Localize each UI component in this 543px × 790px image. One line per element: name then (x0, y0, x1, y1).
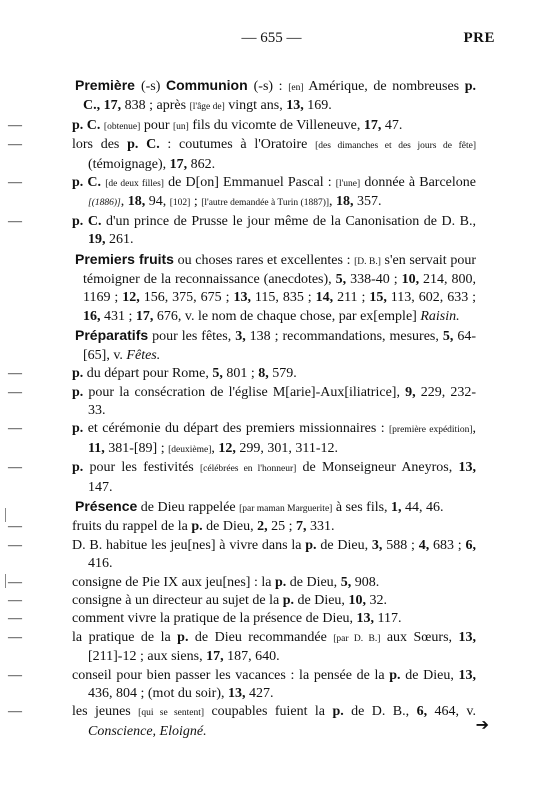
entry-text: 44, 46. (401, 499, 444, 515)
entry-text: [obtenue] (103, 121, 141, 132)
entry-dash: — (8, 421, 22, 437)
entry-text: 16, (83, 308, 101, 324)
index-subentry (8, 459, 476, 497)
entry-text: 588 ; (382, 537, 419, 553)
entry-text: 47. (381, 117, 403, 133)
entry-text: 13, (233, 290, 251, 306)
index-subentry (8, 610, 476, 628)
index-subentry (8, 703, 476, 741)
entry-text: de Dieu recommandée (188, 629, 334, 645)
entry-text: à ses fils, (332, 499, 392, 515)
entry-text: 211 ; (333, 290, 370, 306)
entry-text: Conscience, Eloigné. (88, 723, 207, 739)
entry-text: pour les fêtes, (148, 329, 236, 345)
entry-text: 10, (348, 592, 366, 608)
entry-text: D. B. habitue les jeu[nes] à vivre dans la (72, 537, 306, 553)
entry-text: p. (72, 366, 84, 382)
entry-text: 838 ; après (121, 98, 190, 114)
entry-text: et cérémonie du départ des premiers missionnaires : (83, 421, 390, 437)
entry-text: aux Sœurs, (380, 629, 459, 645)
entry-text: 6, (416, 704, 428, 720)
entry-text: les jeunes (72, 704, 139, 720)
entry-text: p. (332, 704, 344, 720)
entry-text: p. (282, 592, 294, 608)
entry-text: 357. (353, 194, 382, 210)
index-entries (8, 76, 477, 741)
entry-text: 4, (418, 537, 430, 553)
entry-text: Communion (165, 77, 254, 93)
entry-text: [l'autre demandée à Turin (1887)] (201, 198, 330, 209)
entry-text: p. C. (72, 117, 101, 133)
entry-text: fruits du rappel de la (72, 519, 192, 535)
entry-text: Présence (75, 497, 138, 514)
entry-text: 14, (315, 290, 334, 306)
index-entry (19, 497, 476, 518)
index-subentry (8, 174, 476, 213)
entry-text: 331. (306, 519, 335, 535)
entry-text: [en] (288, 83, 304, 93)
entry-text: 214, 800, 1169 ; (83, 272, 476, 306)
entry-text: 17, (135, 308, 154, 324)
entry-text: 3, (371, 537, 383, 553)
entry-text: p. C., (83, 79, 477, 114)
entry-text: comment vivre la pratique de la présence de Dieu, (72, 611, 357, 627)
index-entry (19, 76, 476, 117)
entry-text: 5, (340, 574, 352, 590)
entry-text: [un] (172, 121, 189, 132)
index-subentry (8, 420, 476, 459)
entry-dash: — (8, 574, 22, 590)
entry-text: de Dieu rappelée (137, 499, 240, 515)
entry-text: [de deux filles] (105, 179, 164, 190)
entry-text: Préparatifs (75, 327, 149, 344)
index-subentry (8, 213, 477, 250)
entry-text: 10, (401, 272, 420, 288)
entry-text: 13, (286, 98, 304, 114)
entry-text: 464, v. (427, 704, 476, 720)
index-subentry (8, 117, 476, 136)
entry-text: 683 ; (429, 537, 466, 553)
entry-text: 156, 375, 675 ; (139, 290, 234, 306)
entry-text: du départ pour Rome, (83, 366, 213, 382)
entry-text: (-s) : (253, 79, 289, 94)
entry-text: [deuxième] (168, 444, 212, 455)
entry-text: de D[on] Emmanuel Pascal : (163, 175, 336, 191)
entry-dash: — (8, 611, 22, 627)
entry-text: p. C. (72, 213, 102, 229)
entry-dash: — (8, 629, 22, 645)
entry-text: d'un prince de Prusse le jour même de la Canonisation de D. B., (101, 213, 477, 229)
entry-text: Première (75, 77, 141, 93)
entry-text: 9, (405, 384, 416, 400)
entry-text: de Dieu, (316, 537, 372, 553)
entry-text: consigne de Pie IX aux jeu[nes] : la (72, 574, 275, 590)
entry-text: , (472, 421, 476, 437)
page-number: — 655 — (241, 30, 302, 46)
entry-text: p. (389, 667, 401, 683)
entry-text: de Dieu, (202, 519, 258, 535)
entry-text: fils du vicomte de Villeneuve, (188, 117, 364, 133)
entry-dash: — (8, 460, 22, 476)
entry-text: , (211, 440, 219, 456)
entry-text: 229, 232-33. (88, 384, 476, 418)
entry-text: 431 ; (100, 308, 136, 324)
entry-text: 113, 602, 633 ; (386, 290, 477, 306)
entry-text: 13, (356, 611, 375, 627)
entry-text: de D. B., (343, 704, 417, 720)
entry-text: 115, 835 ; (250, 290, 316, 306)
entry-dash: — (8, 175, 22, 191)
entry-dash: — (8, 366, 22, 382)
entry-text: 3, (235, 329, 246, 345)
index-subentry (8, 667, 476, 704)
index-subentry (8, 574, 476, 592)
entry-text: 2, (257, 519, 268, 535)
entry-text: 416. (88, 556, 113, 572)
entry-text: 8, (258, 366, 269, 382)
entry-text: 17, (169, 156, 188, 172)
entry-text: p. (177, 629, 189, 645)
entry-text: consigne à un directeur au sujet de la (72, 592, 283, 608)
entry-text: 94, (145, 194, 170, 210)
entry-text: p. (274, 574, 287, 590)
entry-text: 147. (88, 479, 113, 495)
entry-text: [102] (169, 198, 191, 209)
running-head: PRE (463, 30, 495, 46)
entry-text: 13, (458, 667, 476, 683)
entry-text: [par D. B.] (333, 633, 381, 644)
entry-text: [qui se sentent] (138, 708, 205, 719)
entry-text: ou choses rares et excellentes : (173, 252, 355, 268)
entry-text: 15, (369, 290, 387, 306)
index-subentry (8, 384, 476, 421)
entry-text: 5, (212, 366, 223, 382)
index-subentry (8, 537, 476, 574)
entry-text: [célébrées en l'honneur] (199, 464, 297, 475)
entry-text: p. (72, 384, 84, 400)
index-subentry (8, 629, 476, 667)
entry-text: s'en servait pour témoigner de la reconnaissance (anecdotes), (83, 252, 476, 288)
entry-text: 25 ; (267, 519, 296, 535)
entry-text: 6, (465, 537, 476, 553)
index-subentry (8, 365, 476, 383)
entry-text: p. C. (72, 175, 102, 191)
index-subentry (8, 136, 476, 174)
entry-text: 11, (88, 440, 105, 456)
entry-text: 1, (391, 499, 402, 515)
entry-text: 13, (458, 460, 476, 476)
entry-text: 427. (245, 686, 274, 701)
entry-text: Amérique, de nombreuses (303, 79, 465, 94)
entry-text: pour la consécration de l'église M[arie]-Aux[iliatrice], (83, 384, 406, 400)
entry-text: coupables fuient la (204, 704, 333, 720)
entry-text: p. C. (127, 137, 160, 153)
entry-text: , (329, 194, 337, 210)
entry-text: 676, v. le nom de chaque chose, par ex[emple] (153, 308, 421, 324)
entry-text: 12, (122, 290, 140, 306)
entry-dash: — (8, 537, 22, 553)
page-header (0, 30, 543, 50)
entry-text: 18, (336, 194, 354, 210)
entry-text: 19, (88, 232, 106, 248)
entry-text: 381-[89] ; (104, 440, 169, 456)
entry-text: 117. (374, 611, 402, 627)
entry-text: 18, (127, 194, 146, 210)
index-subentry (8, 592, 476, 610)
entry-text: 5, (442, 329, 454, 345)
entry-dash: — (8, 704, 22, 720)
entry-text: p. (305, 537, 317, 553)
entry-text: 7, (295, 519, 307, 535)
entry-text: de Dieu, (294, 592, 349, 608)
entry-text: Raisin. (420, 308, 460, 324)
entry-text: conseil pour bien passer les vacances : la pensée de la (72, 667, 390, 683)
entry-text: Premiers fruits (75, 250, 174, 267)
entry-dash: — (8, 213, 22, 229)
entry-text: la pratique de la (72, 629, 178, 645)
margin-mark (5, 508, 6, 522)
entry-text: [D. B.] (354, 256, 381, 267)
entry-text: 13, (458, 629, 476, 645)
entry-text: donnée à Barcelone (360, 175, 476, 191)
entry-text: 17, (206, 649, 224, 665)
entry-text: ; (190, 194, 202, 210)
entry-text: 17, (363, 117, 382, 133)
continuation-arrow-icon: ➔ (475, 717, 489, 734)
entry-text: 12, (218, 440, 236, 456)
entry-text: 64-[65], v. (83, 329, 476, 363)
entry-text: 579. (268, 366, 297, 382)
entry-text: de Dieu, (400, 667, 459, 683)
entry-dash: — (8, 667, 22, 683)
entry-text: 862. (187, 156, 216, 172)
entry-text: 908. (351, 574, 380, 590)
entry-text: [des dimanches et des jours de fête] (315, 141, 476, 152)
entry-text: vingt ans, (224, 98, 287, 114)
entry-text: (témoignage), (88, 156, 170, 172)
entry-text: [première expédition] (389, 425, 473, 436)
entry-dash: — (8, 384, 22, 400)
entry-dash: — (8, 137, 22, 153)
entry-text: p. (191, 519, 203, 535)
entry-text: 436, 804 ; (mot du soir), (88, 686, 228, 701)
entry-text: (-s) (140, 79, 166, 94)
entry-text: 169. (303, 98, 332, 114)
entry-text: 5, (335, 272, 347, 288)
entry-text: de Monseigneur Aneyros, (296, 460, 459, 476)
entry-text: de Dieu, (286, 574, 341, 590)
entry-text: [l'âge de] (189, 102, 225, 113)
index-subentry (8, 518, 476, 536)
entry-text: Fêtes. (126, 347, 161, 363)
entry-text: [par maman Marguerite] (239, 503, 333, 514)
entry-text: lors des (72, 137, 128, 153)
entry-dash: — (8, 117, 22, 133)
entry-text: p. (72, 460, 84, 476)
entry-text: : coutumes à l'Oratoire (159, 137, 316, 153)
margin-mark (5, 574, 6, 588)
entry-text: [l'une] (335, 179, 361, 190)
entry-dash: — (8, 519, 22, 535)
entry-text: pour (140, 117, 173, 133)
index-entry (19, 250, 476, 327)
entry-text: 299, 301, 311-12. (235, 440, 339, 456)
entry-text: 13, (228, 686, 246, 701)
entry-text: 17, (103, 98, 122, 114)
entry-text: pour les festivités (83, 460, 200, 476)
entry-text: 32. (365, 592, 387, 608)
entry-text: [211]-12 ; aux siens, (88, 649, 207, 665)
entry-dash: — (8, 592, 22, 608)
entry-text: 338-40 ; (346, 272, 402, 288)
entry-text: 187, 640. (223, 649, 280, 665)
entry-text: p. (72, 421, 84, 437)
entry-text: 138 ; recommandations, mesures, (245, 329, 443, 345)
index-entry (19, 326, 476, 365)
entry-text: , (120, 194, 128, 210)
entry-text: 261. (105, 232, 134, 248)
entry-text: [(1886)] (88, 198, 121, 209)
entry-text: 801 ; (222, 366, 259, 382)
